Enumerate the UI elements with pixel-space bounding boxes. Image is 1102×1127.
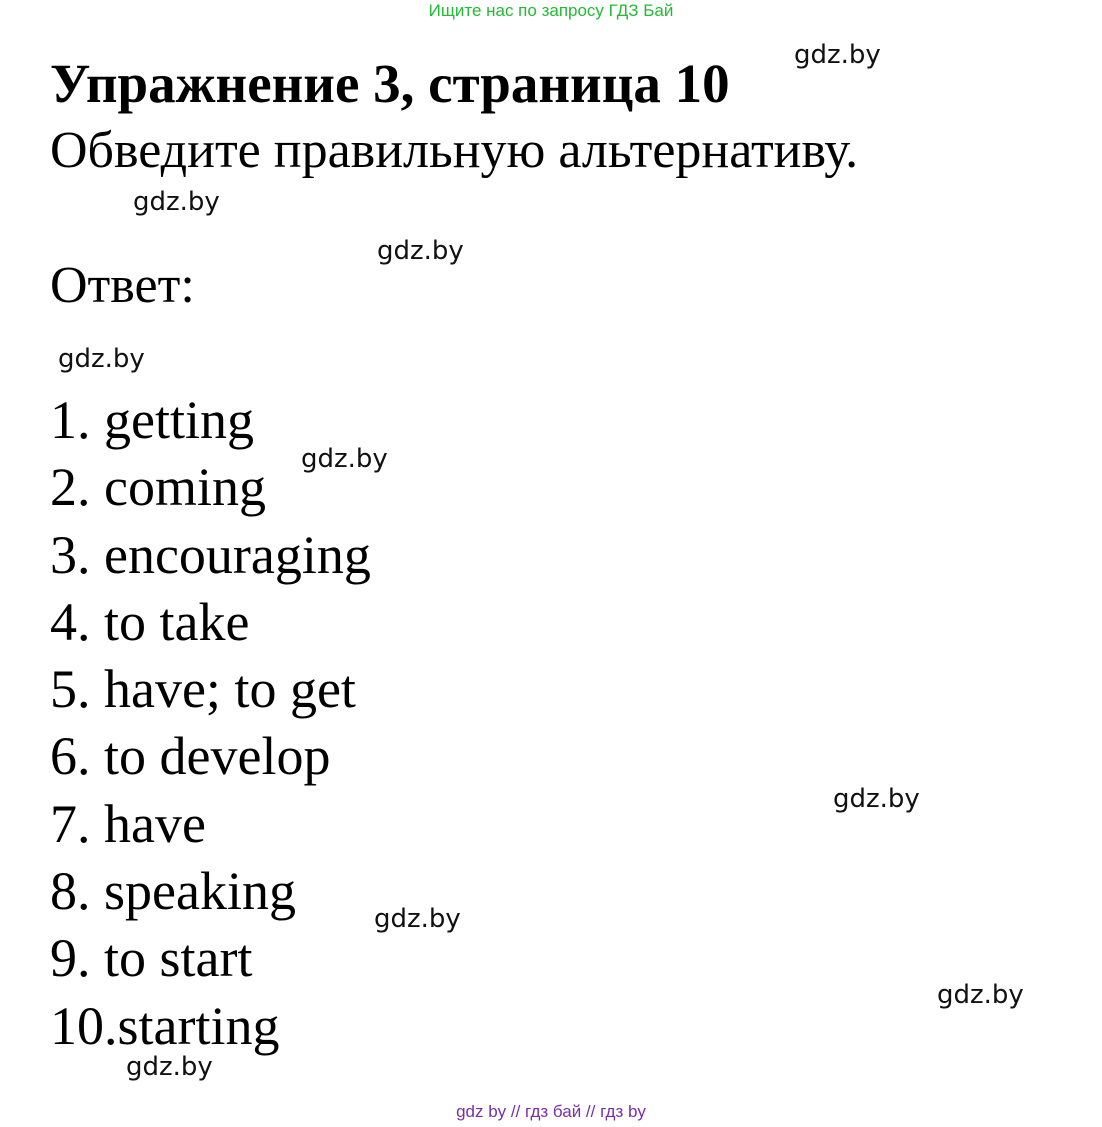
- answer-list: [50, 387, 371, 1060]
- watermark: gdz.by: [377, 236, 464, 266]
- exercise-instruction: Обведите правильную альтернативу.: [50, 122, 859, 179]
- watermark: gdz.by: [58, 344, 145, 374]
- answer-item-4: 4. to take: [50, 591, 250, 652]
- answer-item-9: 9. to start: [50, 928, 253, 989]
- answer-item-2: 2. coming: [50, 457, 266, 518]
- watermark: gdz.by: [126, 1052, 213, 1082]
- watermark: gdz.by: [133, 187, 220, 217]
- answer-item-6: 6. to develop: [50, 726, 331, 787]
- answer-item-5: 5. have; to get: [50, 659, 356, 720]
- top-banner-link[interactable]: Ищите нас по запросу ГДЗ Бай: [428, 1, 674, 20]
- answer-item-1: 1. getting: [50, 390, 254, 450]
- answer-label: Ответ:: [50, 257, 195, 314]
- answer-item-10: 10.starting: [50, 995, 280, 1056]
- answer-item-3: 3. encouraging: [50, 524, 371, 585]
- watermark: gdz.by: [794, 40, 881, 70]
- watermark: gdz.by: [833, 784, 920, 814]
- page-title: Упражнение 3, страница 10: [50, 53, 730, 114]
- answer-item-7: 7. have: [50, 793, 206, 854]
- answer-item-8: 8. speaking: [50, 861, 296, 922]
- footer-links[interactable]: gdz by // гдз бай // гдз by: [456, 1102, 646, 1121]
- watermark: gdz.by: [301, 444, 388, 474]
- watermark: gdz.by: [937, 980, 1024, 1010]
- watermark: gdz.by: [374, 904, 461, 934]
